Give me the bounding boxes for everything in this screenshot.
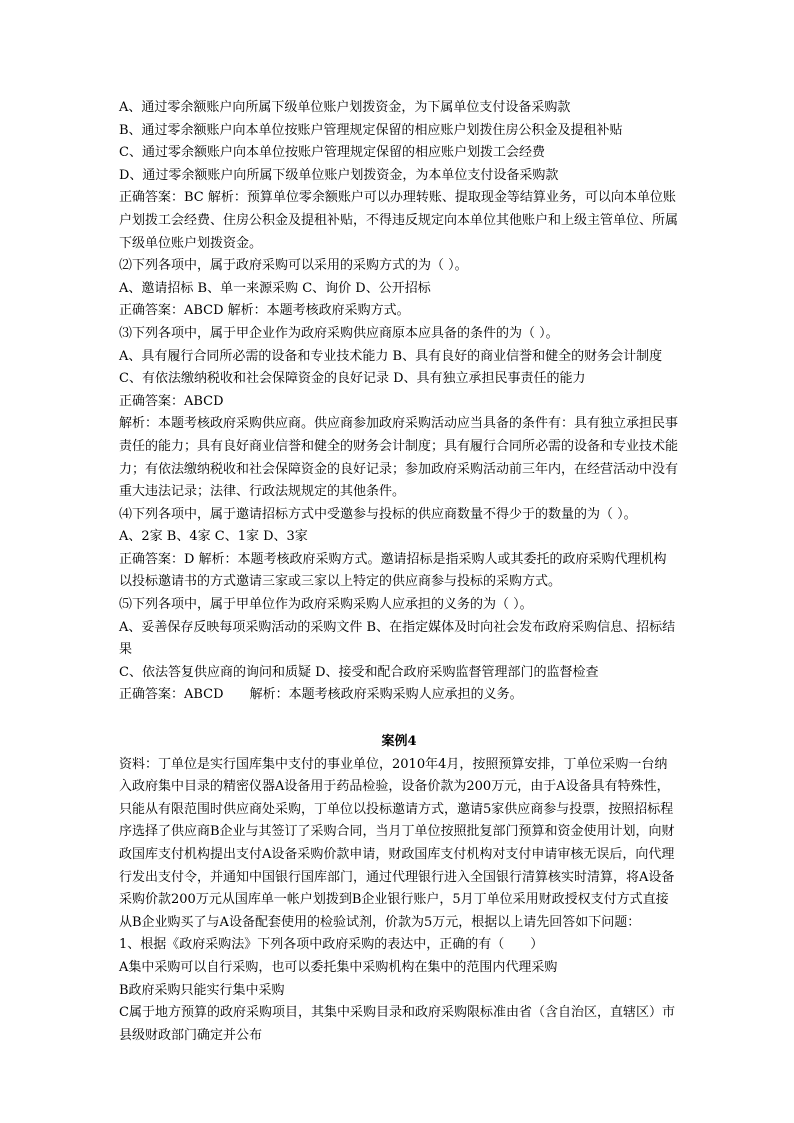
paragraph: 解析：本题考核政府采购供应商。供应商参加政府采购活动应当具备的条件有：具有独立承担民事责任的能力；具有良好商业信誉和健全的财务会计制度；具有履行合同所必需的设备和专业技术能力；有依法缴纳税收和社会保障资金的良好记录；参加政府采购活动前三年内，在经营活动中没有重大违法记录；法律、行政法规规定的其他条件。 xyxy=(119,416,679,500)
answer-explanation: 解析：本题考核政府采购采购人应承担的义务。 xyxy=(249,687,523,703)
paragraph: 正确答案：BC 解析：预算单位零余额账户可以办理转账、提取现金等结算业务，可以向本单位账户划拨工会经费、住房公积金及提租补贴，不得违反规定向本单位其他账户和上级主管单位、所属下级单位账户划拨资金。 xyxy=(119,190,679,251)
paragraph: D、通过零余额账户向所属下级单位账户划拨资金，为本单位支付设备采购款 xyxy=(119,167,559,183)
paragraph: A、2家 B、4家 C、1家 D、3家 xyxy=(119,529,308,545)
paragraph: A、妥善保存反映每项采购活动的采购文件 B、在指定媒体及时向社会发布政府采购信息、招标结果 xyxy=(119,619,676,658)
paragraph: C、通过零余额账户向本单位按账户管理规定保留的相应账户划拨工会经费 xyxy=(119,145,545,161)
paragraph: C、有依法缴纳税收和社会保障资金的良好记录 D、具有独立承担民事责任的能力 xyxy=(119,371,586,387)
case-question-1: 1、根据《政府采购法》下列各项中政府采购的表达中，正确的有（ ） xyxy=(119,937,544,953)
question-3: ⑶下列各项中，属于甲企业作为政府采购供应商原本应具备的条件的为（ ）。 xyxy=(119,325,559,341)
paragraph: A、通过零余额账户向所属下级单位账户划拨资金，为下属单位支付设备采购款 xyxy=(119,100,571,115)
paragraph: B政府采购只能实行集中采购 xyxy=(119,982,285,998)
paragraph: A集中采购可以自行采购，也可以委托集中采购机构在集中的范围内代理采购 xyxy=(119,959,558,975)
question-5: ⑸下列各项中，属于甲单位作为政府采购采购人应承担的义务的为（ ）。 xyxy=(119,597,533,613)
paragraph: B、通过零余额账户向本单位按账户管理规定保留的相应账户划拨住房公积金及提租补贴 xyxy=(119,122,623,138)
paragraph: C、依法答复供应商的询问和质疑 D、接受和配合政府采购监督管理部门的监督检查 xyxy=(119,664,599,680)
paragraph: A、邀请招标 B、单一来源采购 C、询价 D、公开招标 xyxy=(119,280,431,296)
question-4: ⑷下列各项中，属于邀请招标方式中受邀参与投标的供应商数量不得少于的数量的为（ ）。 xyxy=(119,506,637,522)
case-material: 资料：丁单位是实行国库集中支付的事业单位，2010年4月，按照预算安排，丁单位采购一台纳入政府集中目录的精密仪器A设备用于药品检验，设备价款为200万元，由于A设备具有特殊性，只能从有限范围时供应商处采购，丁单位以投标邀请方式，邀请5家供应商参与投票，按照招标程序选择了供应商B企业与其签订了采购合同，当月丁单位按照批复部门预算和资金使用计划，向财政国库支付机构提出支付A设备采购价款申请，财政国库支付机构对支付申请审核无误后，向代理行发出支付令，并通知中国银行国库部门，通过代理银行进入全国银行清算核实时清算，将A设备采购价款200万元从国库单一帐户划拨到B企业银行账户，5月丁单位采用财政授权支付方式直接从B企业购买了与A设备配套使用的检验试剂，价款为5万元，根据以上请先回答如下问题： xyxy=(119,756,675,930)
paragraph: 正确答案：D 解析：本题考核政府采购方式。邀请招标是指采购人或其委托的政府采购代理机构以投标邀请书的方式邀请三家或三家以上特定的供应商参与投标的采购方式。 xyxy=(119,551,667,590)
section-spacer xyxy=(119,707,679,731)
paragraph: C属于地方预算的政府采购项目，其集中采购目录和政府采购限标准由省（含自治区，直辖区）市县级财政部门确定并公布 xyxy=(119,1005,675,1043)
paragraph: 正确答案：ABCD 解析：本题考核政府采购方式。 xyxy=(119,303,410,319)
paragraph: A、具有履行合同所必需的设备和专业技术能力 B、具有良好的商业信誉和健全的财务会计制度 xyxy=(119,348,663,364)
answer-label: 正确答案：ABCD xyxy=(119,687,224,703)
question-2: ⑵下列各项中，属于政府采购可以采用的采购方式的为（ ）。 xyxy=(119,258,468,274)
paragraph: 正确答案：ABCD xyxy=(119,393,224,409)
document-body xyxy=(119,97,679,1047)
case-title: 案例4 xyxy=(381,734,417,750)
answer-line xyxy=(119,684,679,707)
